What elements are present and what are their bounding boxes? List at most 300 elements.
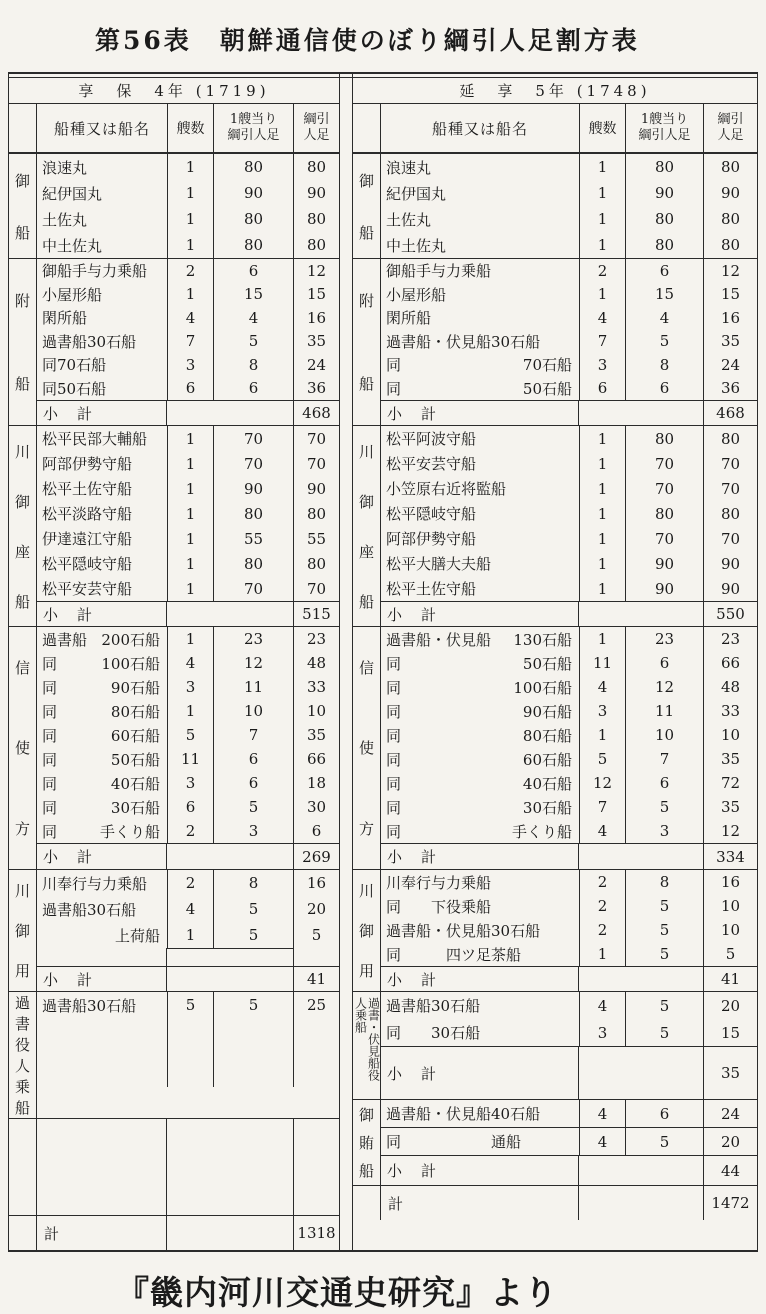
ship-name-text: 阿部伊勢守船 — [42, 455, 133, 473]
per-boat-cell: 70 — [625, 451, 703, 476]
pull-total-cell: 66 — [703, 651, 757, 675]
ship-name-text: 同 — [386, 379, 402, 398]
boat-count-cell: 3 — [579, 699, 625, 723]
section-label-char: 使 — [14, 739, 30, 758]
per-boat-cell: 5 — [625, 894, 703, 918]
per-boat-cell: 6 — [625, 377, 703, 401]
boat-count-cell: 1 — [167, 451, 213, 476]
section-label-char: 附 — [14, 292, 30, 310]
per-boat-cell: 5 — [213, 795, 293, 819]
table-row — [381, 992, 757, 1019]
boat-count-cell: 2 — [167, 259, 213, 283]
pull-total-cell: 15 — [293, 283, 339, 307]
table-row — [37, 651, 339, 675]
section-label-char: 役 — [14, 1036, 30, 1054]
per-boat-cell: 5 — [625, 330, 703, 354]
pull-total-cell: 23 — [703, 627, 757, 651]
subtotal-label: 小 計 — [387, 605, 439, 624]
ship-size-text: 200石船 — [101, 630, 160, 649]
table-row — [381, 819, 757, 843]
table-row — [381, 942, 757, 966]
section-label-char: 御 — [14, 171, 30, 190]
table-row — [381, 1128, 757, 1156]
section-label — [353, 992, 381, 1099]
ship-name-cell — [381, 1100, 579, 1127]
ship-name-text: 阿部伊勢守船 — [386, 530, 477, 548]
ship-name-cell — [37, 232, 167, 258]
per-boat-cell: 6 — [625, 771, 703, 795]
table-row — [381, 894, 757, 918]
subtotal-label: 小 計 — [387, 404, 439, 423]
boat-count-cell: 1 — [579, 283, 625, 307]
pull-total-cell: 16 — [293, 870, 339, 896]
pull-total-cell: 90 — [703, 576, 757, 601]
ship-name-cell — [37, 426, 167, 451]
per-boat-cell: 80 — [213, 232, 293, 258]
ship-name-cell — [381, 1019, 579, 1046]
ship-name-cell — [381, 747, 579, 771]
table-row — [381, 1100, 757, 1128]
per-boat-cell: 6 — [213, 747, 293, 771]
pull-total-cell: 6 — [293, 819, 339, 843]
pull-total-cell: 80 — [703, 206, 757, 232]
section-label-char: 船 — [14, 375, 30, 393]
pull-total-cell: 15 — [703, 283, 757, 307]
boat-count-cell: 1 — [579, 451, 625, 476]
section-column-header — [9, 104, 37, 152]
per-boat-cell: 8 — [625, 870, 703, 894]
per-boat-cell: 6 — [213, 259, 293, 283]
ship-name-text: 小屋形船 — [386, 285, 447, 304]
boat-count-cell: 1 — [579, 180, 625, 206]
subtotal-value: 269 — [293, 844, 339, 869]
boat-count-cell: 1 — [167, 206, 213, 232]
pull-total-cell: 20 — [293, 896, 339, 922]
section-label-char: 船 — [14, 592, 30, 611]
boat-count-cell: 2 — [167, 819, 213, 843]
grand-total-label: 計 — [388, 1194, 406, 1213]
ship-size-text: 100石船 — [513, 678, 572, 697]
per-boat-cell: 90 — [213, 180, 293, 206]
cell — [213, 1018, 293, 1087]
ship-name-text: 過書船30石船 — [42, 332, 137, 351]
boat-count-cell: 6 — [167, 377, 213, 401]
per-boat-cell: 5 — [625, 942, 703, 966]
pull-total-cell: 24 — [293, 353, 339, 377]
cell — [578, 967, 703, 991]
ship-name-cell — [37, 377, 167, 401]
ship-size-text: 100石船 — [101, 654, 160, 673]
cell — [37, 948, 166, 966]
ship-name-text: 過書船30石船 — [42, 996, 137, 1015]
table-section — [353, 870, 757, 992]
table-row — [37, 992, 339, 1018]
subtotal-label: 小 計 — [43, 848, 95, 866]
section-label-char: 人 — [14, 1057, 30, 1075]
ship-name-text: 川奉行与力乗船 — [42, 874, 148, 893]
pull-total-cell: 36 — [703, 377, 757, 401]
source-caption: 『畿内河川交通史研究』より — [116, 1273, 558, 1312]
ship-name-text: 同 — [386, 750, 402, 769]
table-1719 — [8, 74, 340, 1250]
pull-total-cell: 35 — [703, 330, 757, 354]
section-label-char: 用 — [14, 962, 30, 981]
per-boat-cell: 23 — [625, 627, 703, 651]
table-row — [37, 476, 339, 501]
subtotal-value: 334 — [703, 844, 757, 869]
ship-size-text: 上荷船 — [114, 926, 160, 945]
ship-name-cell — [381, 526, 579, 551]
ship-name-text: 閑所船 — [42, 309, 88, 328]
per-boat-cell: 80 — [213, 206, 293, 232]
section-label — [9, 992, 37, 1118]
grand-total-label: 計 — [44, 1224, 62, 1243]
subtotal-value: 41 — [703, 967, 757, 991]
cell — [167, 1018, 213, 1087]
pull-total-cell: 5 — [703, 942, 757, 966]
ship-name-text: 松平安芸守船 — [386, 455, 477, 473]
section-rows — [381, 259, 757, 425]
ship-name-text: 御船手与力乗船 — [42, 262, 148, 281]
table-section — [9, 426, 339, 627]
table-row — [37, 576, 339, 601]
pull-total-cell: 20 — [703, 1128, 757, 1155]
ship-name-cell — [37, 180, 167, 206]
table-row — [381, 501, 757, 526]
tugman-allocation-table — [8, 72, 758, 1252]
table-body-1748 — [353, 154, 757, 1186]
table-row — [37, 870, 339, 896]
ship-name-text: 同 通船 — [386, 1133, 522, 1151]
section-label-char: 御 — [14, 921, 30, 940]
ship-name-text: 同 — [386, 678, 402, 697]
ship-name-cell — [37, 353, 167, 377]
ship-size-text: 90石船 — [522, 702, 572, 721]
ship-name-cell — [381, 259, 579, 283]
per-boat-cell: 12 — [625, 675, 703, 699]
ship-name-text: 同 — [42, 702, 58, 721]
ship-name-text: 同 — [42, 750, 58, 769]
filler-row — [37, 948, 339, 966]
table-row — [37, 377, 339, 401]
per-boat-cell: 6 — [625, 1100, 703, 1127]
ship-name-cell — [37, 306, 167, 330]
per-boat-cell: 70 — [625, 476, 703, 501]
table-row — [381, 206, 757, 232]
section-label-char: 船 — [14, 223, 30, 242]
ship-name-text: 過書船・伏見船 — [386, 630, 492, 649]
ship-name-cell — [381, 180, 579, 206]
section-label-char: 方 — [358, 820, 374, 839]
cell — [578, 1047, 703, 1099]
ship-name-text: 同 — [386, 356, 402, 375]
section-label-char: 御 — [358, 1105, 374, 1124]
per-boat-cell: 5 — [625, 795, 703, 819]
section-label-char: 附 — [358, 292, 374, 310]
ship-name-text: 伊達遠江守船 — [42, 530, 133, 548]
ship-name-cell — [381, 918, 579, 942]
cell — [293, 1018, 339, 1087]
boat-count-cell: 4 — [167, 306, 213, 330]
per-boat-cell: 11 — [625, 699, 703, 723]
per-boat-column-header: 1艘当り 綱引人足 — [625, 104, 703, 152]
table-row — [37, 675, 339, 699]
pull-total-cell: 90 — [703, 180, 757, 206]
boat-count-cell: 3 — [167, 353, 213, 377]
boat-count-cell: 4 — [579, 675, 625, 699]
ship-name-text: 松平土佐守船 — [42, 480, 133, 498]
page-title: 第56表 朝鮮通信使のぼり綱引人足割方表 — [95, 26, 640, 55]
section-rows — [37, 1119, 339, 1215]
per-boat-cell: 8 — [213, 870, 293, 896]
table-row — [37, 723, 339, 747]
table-row — [37, 451, 339, 476]
section-rows — [381, 1100, 757, 1185]
ship-size-text: 40石船 — [522, 774, 572, 793]
pull-total-cell: 10 — [293, 699, 339, 723]
ship-size-text: 60石船 — [522, 750, 572, 769]
section-rows — [37, 627, 339, 869]
subtotal-row — [37, 601, 339, 626]
ship-name-text: 同 — [386, 774, 402, 793]
ship-size-text: 60石船 — [110, 726, 160, 745]
ship-name-text: 同 — [386, 822, 402, 841]
ship-name-cell — [37, 651, 167, 675]
boat-count-cell: 4 — [579, 1128, 625, 1155]
ship-name-text: 同 — [42, 798, 58, 817]
table-row — [381, 576, 757, 601]
pull-total-cell: 55 — [293, 526, 339, 551]
ship-name-cell — [381, 330, 579, 354]
grand-total-row — [353, 1186, 757, 1220]
ship-name-cell — [381, 1128, 579, 1155]
per-boat-cell: 5 — [213, 330, 293, 354]
ship-name-text: 同 — [42, 726, 58, 745]
section-rows — [381, 426, 757, 626]
table-row — [381, 283, 757, 307]
ship-name-text: 紀伊国丸 — [42, 184, 103, 203]
per-boat-cell: 8 — [625, 353, 703, 377]
per-boat-cell: 23 — [213, 627, 293, 651]
pull-total-cell: 36 — [293, 377, 339, 401]
ship-name-column-header: 船種又は船名 — [431, 119, 528, 138]
table-row — [37, 771, 339, 795]
per-boat-cell: 5 — [625, 1019, 703, 1046]
section-label-char: 御 — [358, 171, 374, 190]
per-boat-cell: 70 — [213, 426, 293, 451]
cell — [37, 1119, 166, 1215]
pull-total-cell: 35 — [293, 330, 339, 354]
ship-name-text: 同 30石船 — [386, 1024, 481, 1042]
section-rows — [37, 426, 339, 626]
table-row — [381, 526, 757, 551]
ship-name-cell — [381, 627, 579, 651]
pull-total-cell: 80 — [293, 551, 339, 576]
table-row — [37, 353, 339, 377]
section-label-char: 御 — [14, 492, 30, 511]
table-row — [381, 451, 757, 476]
ship-size-text: 80石船 — [110, 702, 160, 721]
year-header-1719: 享 保 4年 (1719) — [9, 78, 339, 104]
ship-size-text: 手くり船 — [99, 822, 160, 841]
pull-total-cell: 10 — [703, 918, 757, 942]
boat-count-column-header: 艘数 — [167, 104, 213, 152]
pull-total-cell: 48 — [293, 651, 339, 675]
table-row — [381, 377, 757, 401]
ship-name-text: 土佐丸 — [386, 210, 432, 229]
boat-count-cell: 5 — [579, 747, 625, 771]
ship-name-cell — [37, 819, 167, 843]
subtotal-row — [37, 966, 339, 991]
boat-count-cell: 2 — [167, 870, 213, 896]
boat-count-cell: 1 — [167, 283, 213, 307]
subtotal-value: 468 — [293, 401, 339, 425]
per-boat-cell: 7 — [213, 723, 293, 747]
ship-name-cell — [37, 451, 167, 476]
pull-total-cell: 70 — [703, 476, 757, 501]
ship-name-text: 過書船・伏見船40石船 — [386, 1105, 541, 1123]
table-row — [381, 723, 757, 747]
boat-count-cell: 1 — [579, 551, 625, 576]
ship-name-text: 同 四ツ足茶船 — [386, 945, 522, 964]
cell — [166, 948, 293, 966]
cell — [166, 844, 293, 869]
ship-name-text: 松平隠岐守船 — [42, 555, 133, 573]
ship-name-text: 浪速丸 — [42, 158, 88, 177]
section-label — [353, 627, 381, 869]
ship-size-text: 80石船 — [522, 726, 572, 745]
subtotal-value: 468 — [703, 401, 757, 425]
boat-count-cell: 1 — [167, 501, 213, 526]
table-row — [381, 232, 757, 258]
section-label-char: 賄 — [358, 1133, 374, 1152]
ship-name-text: 同 — [42, 774, 58, 793]
ship-size-text: 90石船 — [110, 678, 160, 697]
boat-count-cell: 1 — [579, 526, 625, 551]
table-section — [9, 1119, 339, 1216]
pull-total-cell: 70 — [293, 451, 339, 476]
per-boat-cell: 5 — [625, 1128, 703, 1155]
boat-count-cell: 1 — [167, 922, 213, 948]
per-boat-cell: 5 — [625, 918, 703, 942]
ship-name-cell — [381, 894, 579, 918]
grand-total-value: 1472 — [703, 1186, 757, 1220]
section-column-header — [353, 104, 381, 152]
per-boat-cell: 5 — [213, 922, 293, 948]
per-boat-cell: 90 — [213, 476, 293, 501]
table-row — [381, 627, 757, 651]
filler-row — [37, 1018, 339, 1087]
table-row — [381, 180, 757, 206]
table-section — [353, 259, 757, 426]
boat-count-cell: 1 — [579, 501, 625, 526]
ship-name-cell — [37, 576, 167, 601]
ship-name-cell — [381, 377, 579, 401]
ship-name-cell — [381, 501, 579, 526]
ship-name-cell — [381, 651, 579, 675]
ship-name-cell — [37, 771, 167, 795]
table-row — [381, 353, 757, 377]
ship-size-text: 手くり船 — [511, 822, 572, 841]
table-row — [37, 283, 339, 307]
ship-name-text: 同70石船 — [42, 356, 107, 375]
table-row — [381, 918, 757, 942]
ship-name-text: 同 — [42, 654, 58, 673]
boat-count-cell: 2 — [579, 259, 625, 283]
boat-count-cell: 4 — [579, 992, 625, 1019]
per-boat-cell: 70 — [213, 451, 293, 476]
ship-name-cell — [381, 723, 579, 747]
section-rows — [37, 870, 339, 991]
ship-name-cell — [381, 476, 579, 501]
pull-total-cell: 16 — [293, 306, 339, 330]
table-row — [381, 330, 757, 354]
boat-count-cell: 1 — [167, 232, 213, 258]
table-row — [381, 154, 757, 180]
table-section — [9, 992, 339, 1119]
section-rows — [37, 259, 339, 425]
boat-count-cell: 4 — [579, 1100, 625, 1127]
per-boat-cell: 15 — [625, 283, 703, 307]
per-boat-cell: 90 — [625, 551, 703, 576]
boat-count-column-header: 艘数 — [579, 104, 625, 152]
pull-total-cell: 35 — [703, 795, 757, 819]
pull-total-cell: 10 — [703, 723, 757, 747]
pull-total-cell: 70 — [293, 426, 339, 451]
ship-name-cell — [37, 627, 167, 651]
cell — [166, 967, 293, 991]
pull-total-cell: 80 — [703, 232, 757, 258]
ship-name-cell — [37, 992, 167, 1018]
pull-total-cell: 16 — [703, 306, 757, 330]
pull-total-cell: 70 — [293, 576, 339, 601]
table-section — [353, 627, 757, 870]
ship-name-cell — [37, 501, 167, 526]
ship-name-text: 中土佐丸 — [42, 236, 103, 255]
per-boat-cell: 70 — [213, 576, 293, 601]
ship-name-cell — [37, 206, 167, 232]
section-label-char: 座 — [14, 542, 30, 561]
table-section — [9, 627, 339, 870]
pull-total-cell: 48 — [703, 675, 757, 699]
grand-total-value: 1318 — [293, 1216, 339, 1250]
ship-name-text: 過書船30石船 — [386, 997, 481, 1015]
pull-total-cell: 25 — [293, 992, 339, 1018]
pull-total-column-header: 綱引 人足 — [293, 104, 339, 152]
subtotal-label: 小 計 — [387, 970, 439, 989]
table-row — [37, 501, 339, 526]
ship-name-text: 川奉行与力乗船 — [386, 873, 492, 892]
ship-name-text: 松平阿波守船 — [386, 430, 477, 448]
pull-total-cell: 18 — [293, 771, 339, 795]
boat-count-cell: 1 — [167, 627, 213, 651]
ship-name-cell — [381, 283, 579, 307]
per-boat-cell: 10 — [625, 723, 703, 747]
ship-name-cell — [381, 576, 579, 601]
per-boat-cell: 4 — [213, 306, 293, 330]
ship-name-cell — [381, 942, 579, 966]
table-row — [37, 306, 339, 330]
per-boat-cell: 80 — [625, 206, 703, 232]
ship-size-text: 70石船 — [522, 356, 572, 375]
ship-name-text: 中土佐丸 — [386, 236, 447, 255]
boat-count-cell: 2 — [579, 918, 625, 942]
cell — [578, 1156, 703, 1185]
table-row — [37, 627, 339, 651]
table-row — [37, 551, 339, 576]
pull-total-cell: 12 — [703, 819, 757, 843]
ship-size-text: 50石船 — [522, 654, 572, 673]
